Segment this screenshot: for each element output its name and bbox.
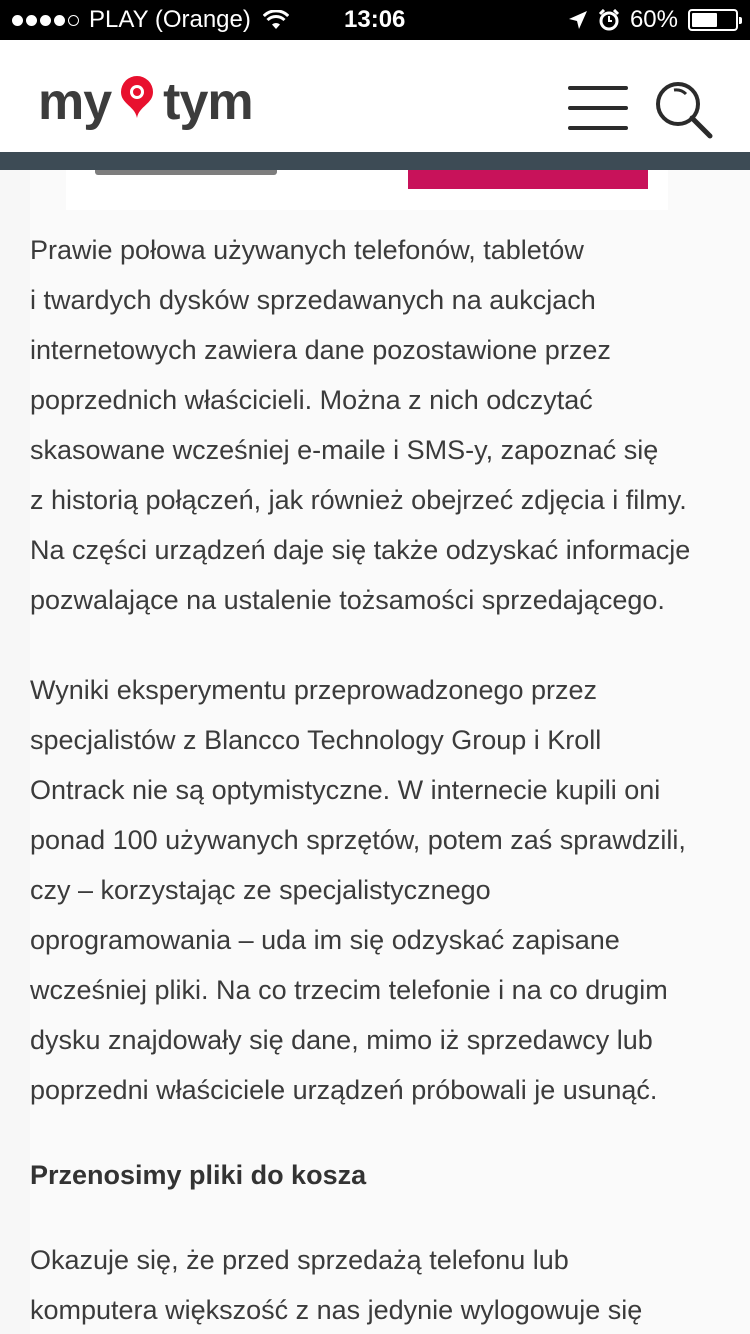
location-arrow-icon bbox=[568, 10, 588, 30]
text-line: Na części urządzeń daje się także odzyskać informacje bbox=[30, 535, 691, 565]
text-line: Wyniki eksperymentu przeprowadzonego przez bbox=[30, 675, 598, 705]
signal-strength-icon bbox=[12, 15, 79, 26]
logo-text-my: my bbox=[38, 73, 112, 131]
status-bar bbox=[0, 0, 750, 40]
wifi-icon bbox=[263, 10, 289, 30]
logo-text-tym: tym bbox=[163, 73, 253, 131]
text-line: skasowane wcześniej e-maile i SMS-y, zapoznać się bbox=[30, 435, 659, 465]
text-line: i twardych dysków sprzedawanych na aukcjach bbox=[30, 285, 596, 315]
text-line: poprzednich właścicieli. Można z nich odczytać bbox=[30, 385, 593, 415]
search-icon[interactable] bbox=[652, 78, 714, 140]
site-logo[interactable] bbox=[38, 72, 253, 132]
text-line: ponad 100 używanych sprzętów, potem zaś sprawdzili, bbox=[30, 825, 686, 855]
hamburger-icon bbox=[568, 86, 628, 90]
site-header bbox=[0, 40, 750, 152]
text-line: pozwalające na ustalenie tożsamości sprzedającego. bbox=[30, 585, 665, 615]
text-line: Okazuje się, że przed sprzedażą telefonu lub bbox=[30, 1245, 569, 1275]
text-line: poprzedni właściciele urządzeń próbowali je usunąć. bbox=[30, 1075, 658, 1105]
article-body bbox=[30, 225, 730, 1334]
article-image-gray-element bbox=[95, 170, 277, 175]
text-line: internetowych zawiera dane pozostawione przez bbox=[30, 335, 611, 365]
text-line: wcześniej pliki. Na co trzecim telefonie i na co drugim bbox=[30, 975, 668, 1005]
text-line: czy – korzystając ze specjalistycznego bbox=[30, 875, 491, 905]
text-line: oprogramowania – uda im się odzyskać zapisane bbox=[30, 925, 620, 955]
text-line: dysku znajdowały się dane, mimo iż sprzedawcy lub bbox=[30, 1025, 653, 1055]
status-time: 13:06 bbox=[344, 6, 406, 33]
carrier-name: PLAY (Orange) bbox=[89, 6, 251, 33]
header-divider bbox=[0, 152, 750, 170]
article-paragraph-2 bbox=[30, 665, 730, 1115]
article-paragraph-3 bbox=[30, 1235, 730, 1334]
article-image-pink-element bbox=[408, 170, 648, 189]
battery-icon bbox=[688, 9, 738, 31]
alarm-clock-icon bbox=[598, 9, 620, 31]
text-line: z historią połączeń, jak również obejrzeć zdjęcia i filmy. bbox=[30, 485, 687, 515]
text-line: specjalistów z Blancco Technology Group i Kroll bbox=[30, 725, 602, 755]
text-line: komputera większość z nas jedynie wylogowuje się bbox=[30, 1295, 643, 1325]
logo-mark-icon bbox=[117, 76, 157, 120]
text-line: Ontrack nie są optymistyczne. W internecie kupili oni bbox=[30, 775, 661, 805]
article-paragraph-1 bbox=[30, 225, 730, 625]
battery-percent: 60% bbox=[629, 6, 678, 33]
article-subheading: Przenosimy pliki do kosza bbox=[30, 1160, 367, 1190]
hamburger-menu-button[interactable] bbox=[568, 86, 628, 130]
text-line: Prawie połowa używanych telefonów, tabletów bbox=[30, 235, 584, 265]
